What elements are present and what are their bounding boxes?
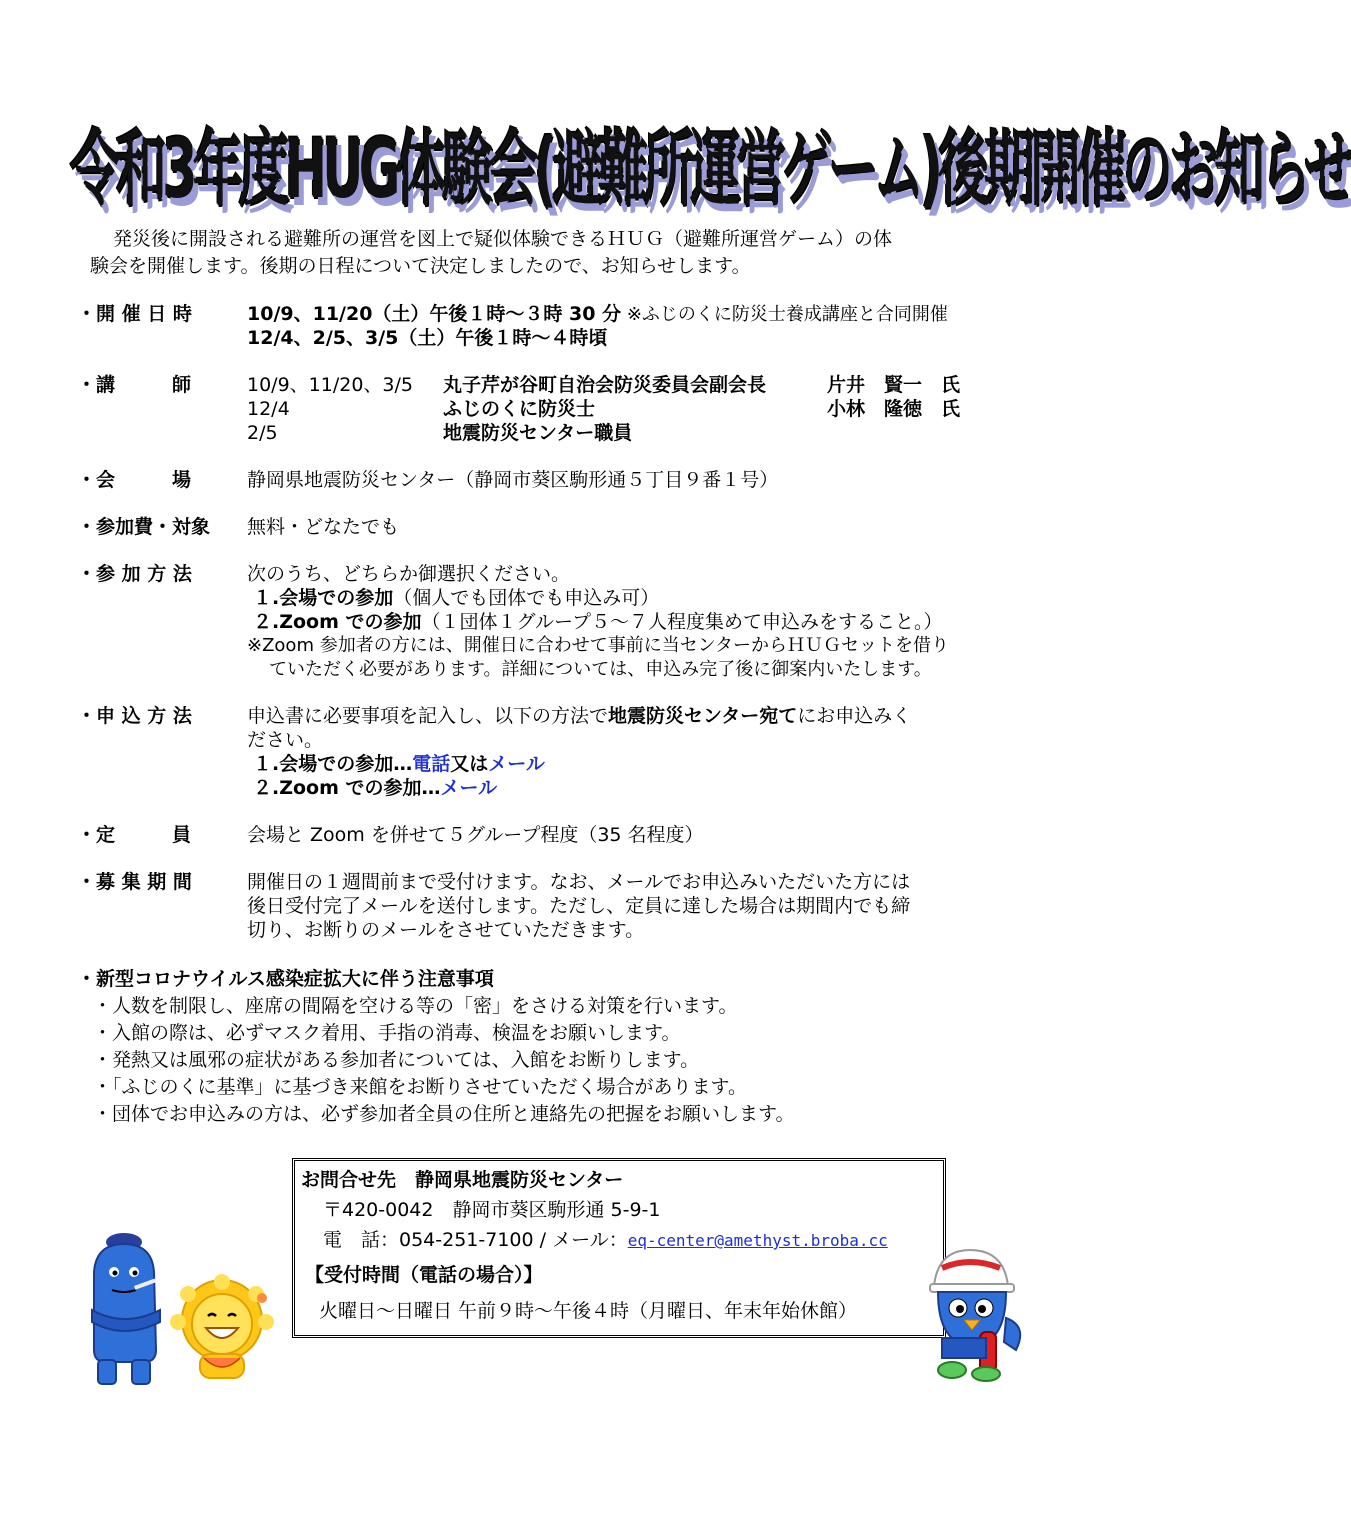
title-area <box>0 92 1351 218</box>
schedule-line-1: 10/9、11/20（土）午後１時～３時 30 分 <box>247 303 622 325</box>
method-line-1: 次のうち、どちらか御選択ください。 <box>247 563 571 585</box>
intro-text <box>90 226 1013 280</box>
covid-item: ・人数を制限し、座席の間隔を空ける等の「密」をさける対策を行います。 <box>93 995 738 1017</box>
schedule-line-2: 12/4、2/5、3/5（土）午後１時～４時頃 <box>247 327 608 349</box>
method-note-2: ていただく必要があります。詳細については、申込み完了後に御案内いたします。 <box>269 659 932 680</box>
method-label: ・参 加 方 法 <box>77 563 192 585</box>
method-note-1: ※Zoom 参加者の方には、開催日に合わせて事前に当センターからＨＵＧセットを借り <box>247 635 949 656</box>
instructor-dates: 2/5 <box>247 422 278 444</box>
instructors-label: ・講 師 <box>77 374 192 396</box>
covid-item: ・入館の際は、必ずマスク着用、手指の消毒、検温をお願いします。 <box>93 1022 681 1044</box>
apply-or: 又は <box>450 753 489 775</box>
covid-item: ・「ふじのくに基準」に基づき来館をお断りさせていただく場合があります。 <box>93 1076 747 1098</box>
capacity-value: 会場と Zoom を併せて５グループ程度（35 名程度） <box>247 824 704 846</box>
instructor-row <box>247 373 1047 397</box>
contact-box <box>292 1158 946 1338</box>
instructor-dates: 10/9、11/20、3/5 <box>247 374 413 396</box>
contact-tel: 電 話：054-251-7100 / メール： <box>323 1229 628 1251</box>
instructor-dates: 12/4 <box>247 398 290 420</box>
covid-item: ・団体でお申込みの方は、必ず参加者全員の住所と連絡先の把握をお願いします。 <box>93 1103 795 1125</box>
period-line-2: 後日受付完了メールを送付します。ただし、定員に達した場合は期間内でも締 <box>247 895 911 917</box>
covid-item: ・発熱又は風邪の症状がある参加者については、入館をお断りします。 <box>93 1049 700 1071</box>
page-title: 令和3年度HUG体験会(避難所運営ゲーム)後期開催のお知らせ <box>70 123 1351 218</box>
method-option-2: ２.Zoom での参加 <box>253 611 422 633</box>
period-line-1: 開催日の１週間前まで受付けます。なお、メールでお申込みいただいた方には <box>247 871 911 893</box>
blue-mascot-illustration <box>84 1232 170 1386</box>
apply-option-2: ２.Zoom での参加… <box>253 777 441 799</box>
instructor-row <box>247 421 1047 445</box>
apply-line-1a: 申込書に必要事項を記入し、以下の方法で <box>247 705 609 727</box>
venue-label: ・会 場 <box>77 469 192 491</box>
apply-option-1: １.会場での参加… <box>253 753 413 775</box>
method-option-1-detail: （個人でも団体でも申込み可） <box>393 587 660 609</box>
helmet-mascot-illustration <box>920 1246 1032 1384</box>
apply-destination: 地震防災センター宛て <box>608 705 798 727</box>
instructor-role: ふじのくに防災士 <box>443 398 596 420</box>
period-line-3: 切り、お断りのメールをさせていただきます。 <box>247 919 645 941</box>
instructor-role: 地震防災センター職員 <box>443 422 633 444</box>
instructor-row <box>247 397 1047 421</box>
contact-heading: お問合せ先 静岡県地震防災センター <box>301 1169 624 1191</box>
schedule-label: ・開 催 日 時 <box>77 303 192 325</box>
method-option-1: １.会場での参加 <box>253 587 394 609</box>
schedule-note: ※ふじのくに防災士養成講座と合同開催 <box>621 304 948 325</box>
contact-address: 〒420-0042 静岡市葵区駒形通 5-9-1 <box>323 1199 661 1221</box>
apply-line-2: ださい。 <box>247 729 324 751</box>
method-option-2-detail: （１団体１グループ５～７人程度集めて申込みをすること。） <box>421 611 943 633</box>
hours-text: 火曜日～日曜日 午前９時～午後４時（月曜日、年末年始休館） <box>319 1300 858 1322</box>
intro-line-2: 験会を開催します。後期の日程について決定しましたので、お知らせします。 <box>90 255 751 277</box>
apply-phone: 電話 <box>412 753 451 775</box>
venue-value: 静岡県地震防災センター（静岡市葵区駒形通５丁目９番１号） <box>247 469 779 491</box>
fee-value: 無料・どなたでも <box>247 516 400 538</box>
yellow-mascot-illustration <box>170 1276 276 1386</box>
contact-email-link[interactable]: eq-center@amethyst.broba.cc <box>627 1231 888 1250</box>
fee-label: ・参加費・対象 <box>77 516 211 538</box>
apply-label: ・申 込 方 法 <box>77 705 192 727</box>
apply-mail-link[interactable]: メール <box>440 777 498 799</box>
instructor-role: 丸子芹が谷町自治会防災委員会副会長 <box>443 374 767 396</box>
apply-line-1c: にお申込みく <box>797 705 912 727</box>
period-label: ・募 集 期 間 <box>77 871 192 893</box>
capacity-label: ・定 員 <box>77 824 192 846</box>
instructor-name: 小林 隆徳 氏 <box>827 398 961 420</box>
covid-notes <box>77 966 1017 1128</box>
covid-heading: ・新型コロナウイルス感染症拡大に伴う注意事項 <box>77 968 494 990</box>
instructor-name: 片井 賢一 氏 <box>827 374 961 396</box>
hours-title: 【受付時間（電話の場合）】 <box>305 1264 543 1286</box>
apply-mail-link[interactable]: メール <box>488 753 545 775</box>
intro-line-1: 発災後に開設される避難所の運営を図上で疑似体験できるＨＵＧ（避難所運営ゲーム）の体 <box>113 228 893 250</box>
